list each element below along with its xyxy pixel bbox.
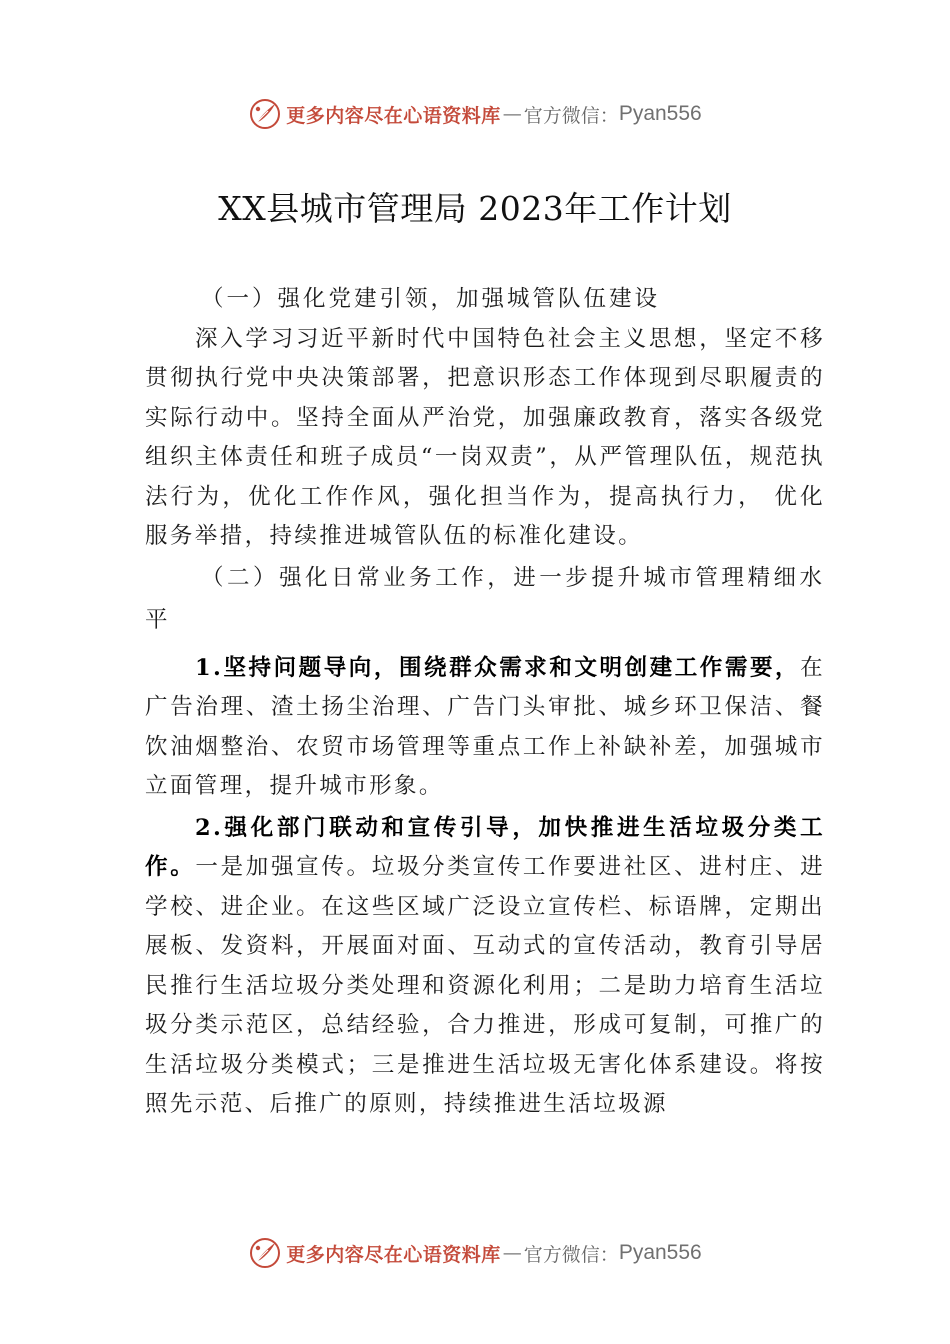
item-1-lead: 1.坚持问题导向，围绕群众需求和文明创建工作需要，	[195, 654, 801, 681]
section-1-body: 深入学习习近平新时代中国特色社会主义思想，坚定不移贯彻执行党中央决策部署，把意识形态工作体现到尽职履责的实际行动中。坚持全面从严治党，加强廉政教育，落实各级党组织主体责任和班子成员“一岗双责”，从严管理队伍，规范执法行为，优化工作作风，强化担当作为，提高执行力， 优化服务举措，持续推进城管队伍的标准化建设。	[145, 325, 825, 549]
banner-wechat-label: 官方微信：	[523, 1243, 619, 1266]
header-watermark-banner	[0, 92, 950, 136]
quill-logo-icon	[248, 1236, 282, 1270]
quill-logo-icon	[248, 97, 282, 131]
document-title: XX县城市管理局 2023年工作计划	[218, 189, 732, 228]
item-2-lead: 2.强化部门联动和宣传引导，加快推进生活垃圾分类工作。	[145, 814, 825, 880]
item-1-text: 在广告治理、渣土扬尘治理、广告门头审批、城乡环卫保洁、餐饮油烟整治、农贸市场管理等重点工作上补缺补差，加强城市立面管理，提升城市形象。	[145, 654, 825, 799]
footer-watermark-banner	[0, 1231, 950, 1275]
banner-wechat-id: Pyan556	[618, 1241, 702, 1264]
section-1-heading: （一）强化党建引领，加强城管队伍建设	[201, 286, 661, 312]
document-body	[145, 280, 825, 1125]
banner-dash: —	[502, 103, 522, 125]
section-2-heading: （二）强化日常业务工作，进一步提升城市管理精细水平	[145, 564, 825, 633]
banner-brand-text: 更多内容尽在心语资料库	[286, 1243, 501, 1266]
item-2-text: 一是加强宣传。垃圾分类宣传工作要进社区、进村庄、进学校、进企业。在这些区域广泛设立宣传栏、标语牌，定期出展板、发资料，开展面对面、互动式的宣传活动，教育引导居民推行生活垃圾分类处理和资源化利用；二是助力培育生活垃圾分类示范区，总结经验，合力推进，形成可复制，可推广的生活垃圾分类模式；三是推进生活垃圾无害化体系建设。将按照先示范、后推广的原则，持续推进生活垃圾源	[145, 854, 825, 1117]
banner-brand-text: 更多内容尽在心语资料库	[286, 104, 501, 127]
section-2-item-1	[145, 649, 825, 807]
banner-dash: —	[502, 1242, 522, 1264]
banner-wechat-label: 官方微信：	[523, 104, 619, 127]
banner-wechat-id: Pyan556	[618, 102, 702, 125]
section-2-item-2	[145, 809, 825, 1125]
